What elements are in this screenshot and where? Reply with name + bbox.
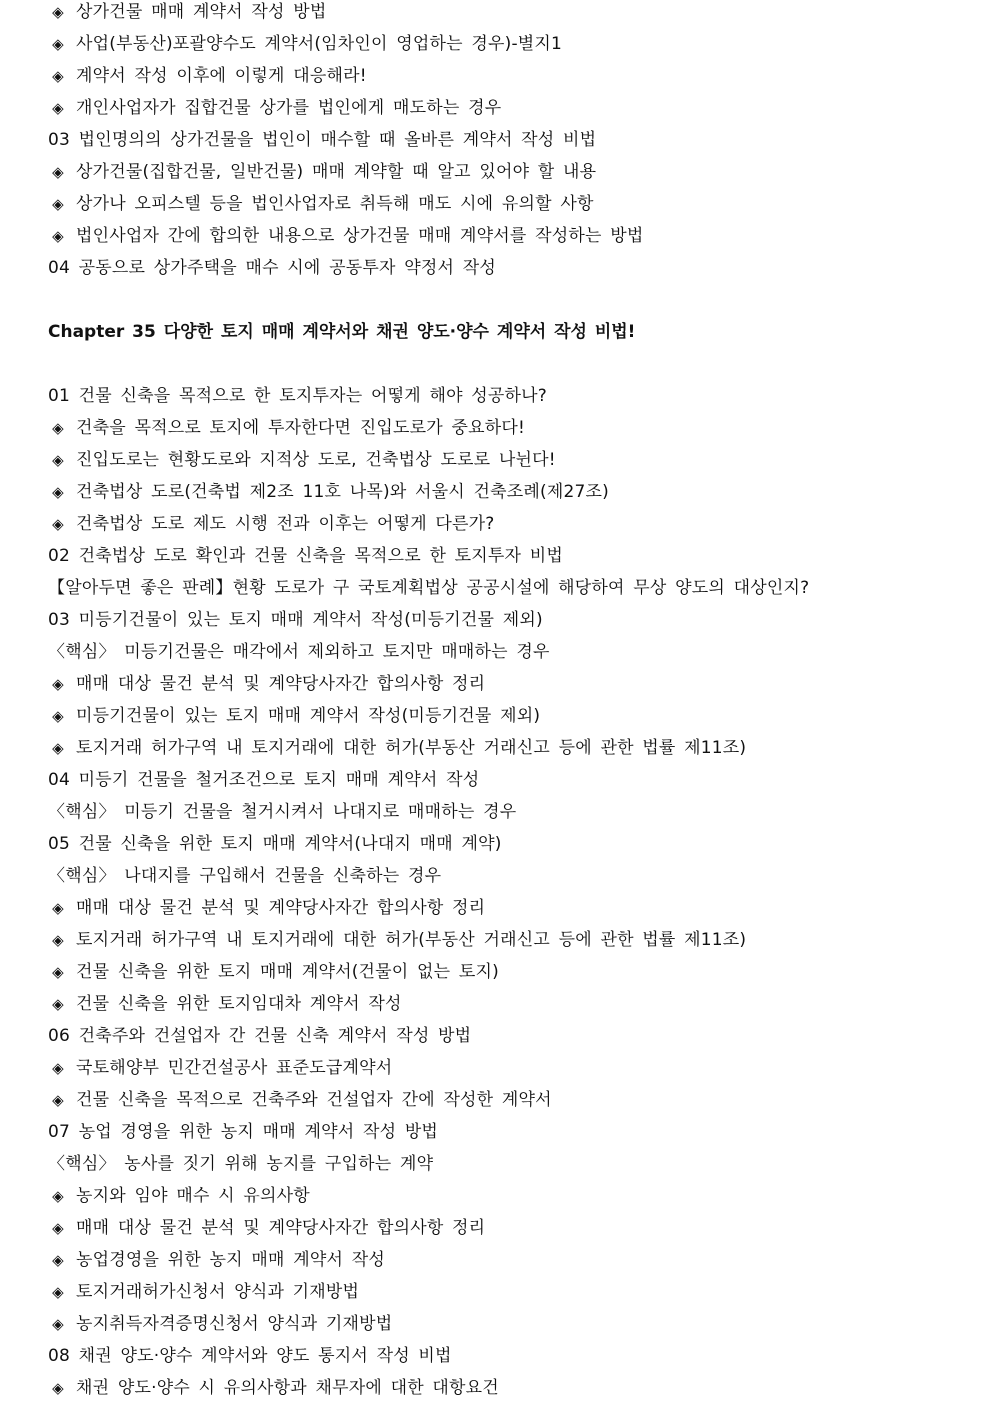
toc-subitem — [48, 1280, 978, 1312]
toc-subitem — [48, 1216, 978, 1248]
toc-text: 건축법상 도로 제도 시행 전과 이후는 어떻게 다른가? — [76, 514, 495, 534]
toc-subitem — [48, 1088, 978, 1120]
diamond-bullet-icon: ◈ — [52, 1283, 64, 1301]
toc-item — [48, 1120, 978, 1152]
chapter-heading: Chapter 35 다양한 토지 매매 계약서와 채권 양도·양수 계약서 작성 비법! — [48, 322, 636, 342]
diamond-bullet-icon: ◈ — [52, 931, 64, 949]
toc-text: 07 농업 경영을 위한 농지 매매 계약서 작성 방법 — [48, 1122, 439, 1142]
toc-text: 국토해양부 민간건설공사 표준도급계약서 — [76, 1058, 393, 1078]
toc-text: 토지거래 허가구역 내 토지거래에 대한 허가(부동산 거래신고 등에 관한 법률 제11조) — [76, 738, 747, 758]
toc-text: 농지취득자격증명신청서 양식과 기재방법 — [76, 1314, 393, 1334]
toc-subitem — [48, 1376, 978, 1408]
toc-subitem — [48, 192, 978, 224]
toc-text: 농지와 임야 매수 시 유의사항 — [76, 1186, 310, 1206]
toc-subitem — [48, 1184, 978, 1216]
toc-subitem — [48, 672, 978, 704]
toc-item — [48, 832, 978, 864]
toc-item — [48, 800, 978, 832]
diamond-bullet-icon: ◈ — [52, 227, 64, 245]
toc-subitem — [48, 736, 978, 768]
toc-text: 02 건축법상 도로 확인과 건물 신축을 목적으로 한 토지투자 비법 — [48, 546, 564, 566]
toc-text: 토지거래 허가구역 내 토지거래에 대한 허가(부동산 거래신고 등에 관한 법률 제11조) — [76, 930, 747, 950]
toc-text: 〈핵심〉 농사를 짓기 위해 농지를 구입하는 계약 — [48, 1154, 434, 1174]
toc-item — [48, 768, 978, 800]
toc-subitem — [48, 928, 978, 960]
toc-subitem — [48, 448, 978, 480]
diamond-bullet-icon: ◈ — [52, 1251, 64, 1269]
diamond-bullet-icon: ◈ — [52, 483, 64, 501]
toc-text: 08 채권 양도·양수 계약서와 양도 통지서 작성 비법 — [48, 1346, 452, 1366]
toc-subitem — [48, 1056, 978, 1088]
toc-subitem — [48, 0, 978, 32]
diamond-bullet-icon: ◈ — [52, 1091, 64, 1109]
toc-subitem — [48, 224, 978, 256]
toc-text: 05 건물 신축을 위한 토지 매매 계약서(나대지 매매 계약) — [48, 834, 502, 854]
toc-text: 건물 신축을 위한 토지임대차 계약서 작성 — [76, 994, 402, 1014]
toc-item — [48, 576, 978, 608]
toc-item — [48, 256, 978, 288]
toc-item — [48, 128, 978, 160]
toc-text: 법인사업자 간에 합의한 내용으로 상가건물 매매 계약서를 작성하는 방법 — [76, 226, 644, 246]
toc-text: 토지거래허가신청서 양식과 기재방법 — [76, 1282, 360, 1302]
diamond-bullet-icon: ◈ — [52, 995, 64, 1013]
toc-item — [48, 608, 978, 640]
toc-text: 상가나 오피스텔 등을 법인사업자로 취득해 매도 시에 유의할 사항 — [76, 194, 594, 214]
toc-text: 〈핵심〉 미등기건물은 매각에서 제외하고 토지만 매매하는 경우 — [48, 642, 550, 662]
toc-subitem — [48, 32, 978, 64]
toc-text: 상가건물 매매 계약서 작성 방법 — [76, 2, 327, 22]
diamond-bullet-icon: ◈ — [52, 99, 64, 117]
diamond-bullet-icon: ◈ — [52, 675, 64, 693]
diamond-bullet-icon: ◈ — [52, 1315, 64, 1333]
diamond-bullet-icon: ◈ — [52, 451, 64, 469]
diamond-bullet-icon: ◈ — [52, 1187, 64, 1205]
toc-subitem — [48, 96, 978, 128]
toc-item — [48, 864, 978, 896]
toc-text: 【알아두면 좋은 판례】현황 도로가 구 국토계획법상 공공시설에 해당하여 무상 양도의 대상인지? — [48, 578, 810, 598]
spacer — [48, 352, 978, 384]
toc-text: 개인사업자가 집합건물 상가를 법인에게 매도하는 경우 — [76, 98, 502, 118]
toc-item — [48, 544, 978, 576]
toc-subitem — [48, 480, 978, 512]
diamond-bullet-icon: ◈ — [52, 963, 64, 981]
diamond-bullet-icon: ◈ — [52, 195, 64, 213]
toc-text: 06 건축주와 건설업자 간 건물 신축 계약서 작성 방법 — [48, 1026, 472, 1046]
diamond-bullet-icon: ◈ — [52, 899, 64, 917]
toc-item — [48, 384, 978, 416]
diamond-bullet-icon: ◈ — [52, 419, 64, 437]
diamond-bullet-icon: ◈ — [52, 1379, 64, 1397]
diamond-bullet-icon: ◈ — [52, 163, 64, 181]
toc-item — [48, 1024, 978, 1056]
toc-subitem — [48, 512, 978, 544]
toc-subitem — [48, 992, 978, 1024]
toc-text: 건물 신축을 위한 토지 매매 계약서(건물이 없는 토지) — [76, 962, 499, 982]
toc-subitem — [48, 64, 978, 96]
diamond-bullet-icon: ◈ — [52, 67, 64, 85]
toc-subitem — [48, 416, 978, 448]
toc-text: 매매 대상 물건 분석 및 계약당사자간 합의사항 정리 — [76, 674, 486, 694]
toc-text: 04 공동으로 상가주택을 매수 시에 공동투자 약정서 작성 — [48, 258, 496, 278]
diamond-bullet-icon: ◈ — [52, 3, 64, 21]
toc-subitem — [48, 160, 978, 192]
toc-text: 건축을 목적으로 토지에 투자한다면 진입도로가 중요하다! — [76, 418, 525, 438]
toc-text: 매매 대상 물건 분석 및 계약당사자간 합의사항 정리 — [76, 898, 486, 918]
diamond-bullet-icon: ◈ — [52, 707, 64, 725]
toc-list-chapter-35 — [48, 384, 978, 1408]
toc-text: 01 건물 신축을 목적으로 한 토지투자는 어떻게 해야 성공하나? — [48, 386, 548, 406]
toc-text: 03 미등기건물이 있는 토지 매매 계약서 작성(미등기건물 제외) — [48, 610, 543, 630]
toc-item — [48, 1344, 978, 1376]
toc-text: 건물 신축을 목적으로 건축주와 건설업자 간에 작성한 계약서 — [76, 1090, 552, 1110]
toc-text: 사업(부동산)포괄양수도 계약서(임차인이 영업하는 경우)-별지1 — [76, 34, 563, 54]
toc-text: 〈핵심〉 미등기 건물을 철거시켜서 나대지로 매매하는 경우 — [48, 802, 517, 822]
diamond-bullet-icon: ◈ — [52, 1219, 64, 1237]
toc-subitem — [48, 896, 978, 928]
toc-page — [48, 0, 978, 1408]
toc-text: 04 미등기 건물을 철거조건으로 토지 매매 계약서 작성 — [48, 770, 480, 790]
toc-text: 건축법상 도로(건축법 제2조 11호 나목)와 서울시 건축조례(제27조) — [76, 482, 609, 502]
toc-item — [48, 1152, 978, 1184]
toc-subitem — [48, 704, 978, 736]
toc-list-top — [48, 0, 978, 288]
toc-text: 농업경영을 위한 농지 매매 계약서 작성 — [76, 1250, 385, 1270]
toc-subitem — [48, 1248, 978, 1280]
toc-text: 03 법인명의의 상가건물을 법인이 매수할 때 올바른 계약서 작성 비법 — [48, 130, 597, 150]
toc-text: 상가건물(집합건물, 일반건물) 매매 계약할 때 알고 있어야 할 내용 — [76, 162, 597, 182]
diamond-bullet-icon: ◈ — [52, 515, 64, 533]
toc-text: 〈핵심〉 나대지를 구입해서 건물을 신축하는 경우 — [48, 866, 442, 886]
toc-subitem — [48, 1312, 978, 1344]
toc-text: 매매 대상 물건 분석 및 계약당사자간 합의사항 정리 — [76, 1218, 486, 1238]
spacer — [48, 288, 978, 320]
diamond-bullet-icon: ◈ — [52, 1059, 64, 1077]
toc-text: 미등기건물이 있는 토지 매매 계약서 작성(미등기건물 제외) — [76, 706, 541, 726]
toc-text: 채권 양도·양수 시 유의사항과 채무자에 대한 대항요건 — [76, 1378, 499, 1398]
diamond-bullet-icon: ◈ — [52, 35, 64, 53]
toc-text: 진입도로는 현황도로와 지적상 도로, 건축법상 도로로 나뉜다! — [76, 450, 556, 470]
toc-item — [48, 640, 978, 672]
toc-subitem — [48, 960, 978, 992]
diamond-bullet-icon: ◈ — [52, 739, 64, 757]
toc-text: 계약서 작성 이후에 이렇게 대응해라! — [76, 66, 367, 86]
